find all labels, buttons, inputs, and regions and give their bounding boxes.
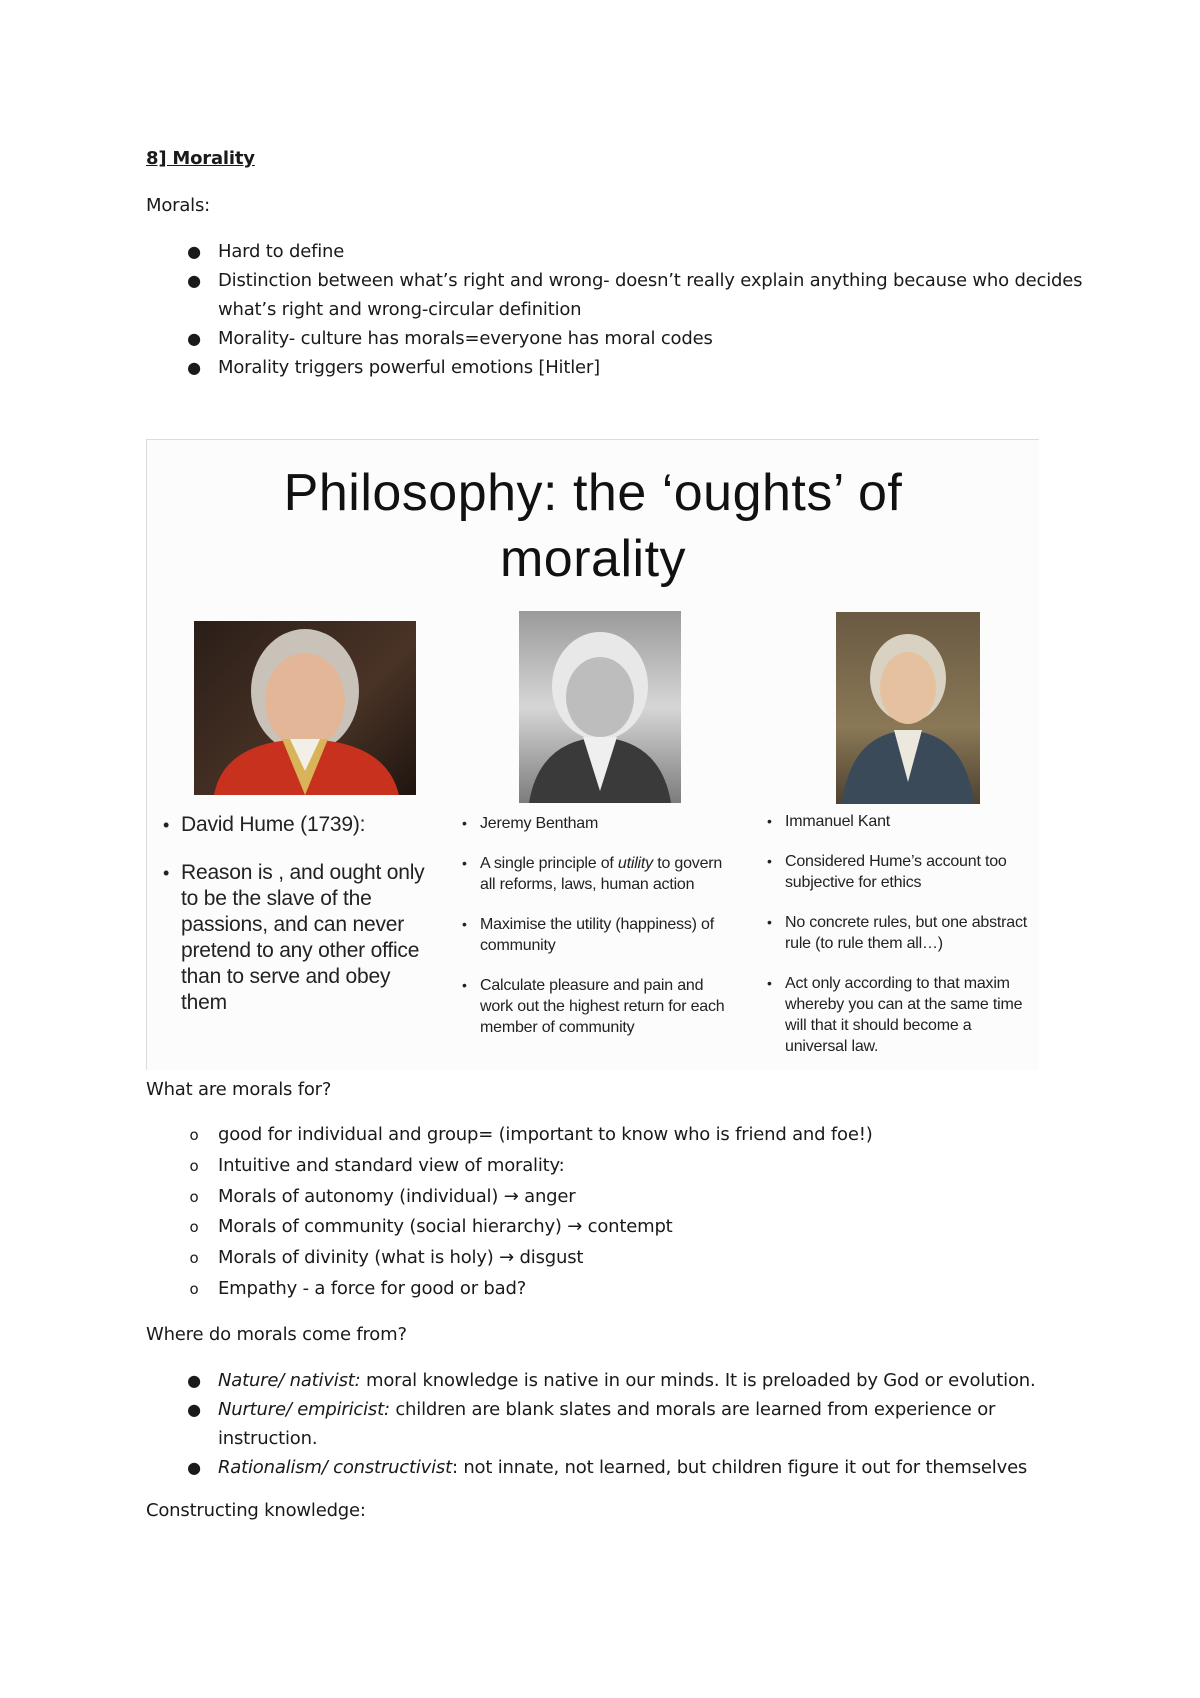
kant-column [765,811,1033,1076]
list-item: • Act only according to that maxim whereby you can at the same time will that it should become a universal law. [767,975,1023,1055]
bentham-portrait [519,611,681,803]
origin-question: Where do morals come from? [146,1324,407,1345]
circle-bullet-icon: o [189,1126,199,1144]
bullet-icon: ● [187,1400,201,1419]
list-item: • Jeremy Bentham [462,815,599,832]
list-item: o good for individual and group= (important to know who is friend and foe!) [146,1120,1098,1151]
list-item: ● Rationalism/ constructivist: not innate, not learned, but children figure it out for themselves [146,1453,1098,1482]
bullet-icon: ● [187,358,201,377]
list-item: • Maximise the utility (happiness) of community [462,916,714,954]
list-item: o Morals of divinity (what is holy) → disgust [146,1243,1098,1274]
list-item: o Morals of community (social hierarchy) → contempt [146,1212,1098,1243]
list-item: o Intuitive and standard view of morality: [146,1151,1098,1182]
circle-bullet-icon: o [189,1279,199,1298]
bullet-icon: • [767,975,772,991]
hume-column [161,812,441,1038]
purpose-question: What are morals for? [146,1079,332,1100]
list-item: • Calculate pleasure and pain and work out the highest return for each member of community [462,977,725,1036]
bullet-icon: ● [187,1371,201,1390]
hume-portrait [194,621,416,795]
circle-bullet-icon: o [189,1156,199,1175]
bullet-icon: ● [187,1458,201,1477]
constructing-heading: Constructing knowledge: [146,1500,366,1521]
kant-portrait [836,612,980,804]
bullet-icon: ● [187,242,201,261]
circle-bullet-icon: o [189,1218,199,1237]
circle-bullet-icon: o [189,1249,199,1268]
bullet-icon: ● [187,271,201,290]
list-item: ● Nurture/ empiricist: children are blank slates and morals are learned from experience or instruction. [146,1395,1098,1453]
list-item: ● Nature/ nativist: moral knowledge is native in our minds. It is preloaded by God or evolution. [146,1366,1098,1395]
bullet-icon: • [462,916,467,932]
list-item: • No concrete rules, but one abstract rule (to rule them all…) [767,914,1028,952]
purpose-list [146,1120,1098,1305]
list-item: • Considered Hume’s account too subjective for ethics [767,853,1007,891]
list-item: • Immanuel Kant [767,813,891,830]
bentham-column [460,813,740,1057]
bullet-icon: • [767,853,772,869]
bullet-icon: • [163,815,170,835]
philosophy-slide [146,439,1039,1070]
list-item: o Morals of autonomy (individual) → anger [146,1182,1098,1213]
slide-title: Philosophy: the ‘oughts’ of morality [283,464,903,588]
list-item: • A single principle of utility to govern all reforms, laws, human action [462,855,723,893]
list-item: ● Hard to define [146,237,1098,266]
list-item: o Empathy - a force for good or bad? [146,1274,1098,1305]
list-item: ● Distinction between what’s right and wrong- doesn’t really explain anything because who decides what’s right and wrong-circular definition [146,266,1098,324]
origin-list [146,1366,1098,1482]
bullet-icon: • [767,813,772,829]
list-item: ● Morality- culture has morals=everyone has moral codes [146,324,1098,353]
bullet-icon: • [767,914,772,930]
morals-label: Morals: [146,195,211,216]
bullet-icon: • [163,863,170,883]
list-item: • David Hume (1739): [163,813,366,836]
section-heading: 8] Morality [146,148,255,169]
bullet-icon: • [462,815,467,831]
morals-list [146,237,1098,382]
bullet-icon: ● [187,329,201,348]
bullet-icon: • [462,977,467,993]
list-item: • Reason is , and ought only to be the slave of the passions, and can never pretend to any other office than to serve and obey them [163,861,425,1014]
list-item: ● Morality triggers powerful emotions [Hitler] [146,353,1098,382]
circle-bullet-icon: o [189,1187,199,1206]
bullet-icon: • [462,855,467,871]
